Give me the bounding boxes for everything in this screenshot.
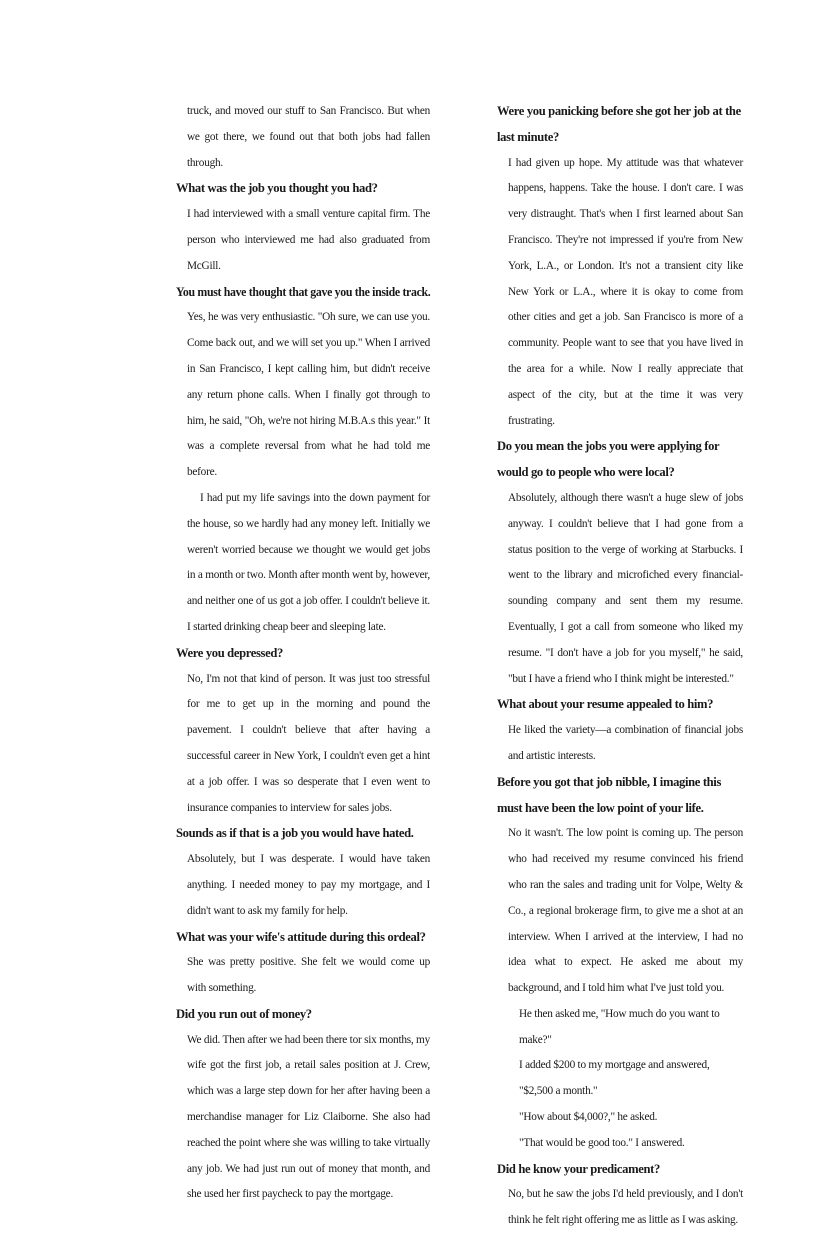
right-answer-paragraph-1: I had given up hope. My attitude was that whatever happens, happens. Take the house. I don't care. I was very distraught. That's when I first learned about San Francisco. They're not impressed if you're from New York, L.A., or London. It's not a transient city like New York or L.A., where it is okay to come from other cities and get a job. San Francisco is more of a community. People want to see that you have lived in the area for a while. Now I really appreciate that aspect of the city, but at the time it was very frustrating. bbox=[508, 156, 743, 427]
right-question-3: What about your resume appealed to him? bbox=[497, 697, 714, 712]
left-question-6: Did you run out of money? bbox=[176, 1006, 312, 1021]
right-answer-paragraph-6: I added $200 to my mortgage and answered, "$2,500 a month." bbox=[519, 1059, 710, 1098]
right-answer-paragraph-2: Absolutely, although there wasn't a huge slew of jobs anyway. I couldn't believe that I had gone from a status position to the verge of working at Starbucks. I went to the library and microfiched every financial-sounding company and sent them my resume. Eventually, I got a call from someone who liked my resume. "I don't have a job for you myself," he said, "but I have a friend who I think might be interested." bbox=[508, 491, 743, 685]
left-answer-paragraph-8: We did. Then after we had been there tor six months, my wife got the first job, a retail sales position at J. Crew, which was a large step down for her after having been a merchandise manager for Liz Claiborne. She also had reached the point where she was willing to take virtually any job. We had just run out of money that month, and she used her first paycheck to pay the mortgage. bbox=[187, 1033, 430, 1201]
right-question-5: Did he know your predicament? bbox=[497, 1161, 660, 1176]
left-answer-paragraph-1: truck, and moved our stuff to San Francisco. But when we got there, we found out that both jobs had fallen through. bbox=[187, 105, 430, 169]
right-answer-paragraph-9: No, but he saw the jobs I'd held previously, and I don't think he felt right offering me as little as I was asking. bbox=[508, 1188, 743, 1227]
left-answer-paragraph-4: I had put my life savings into the down payment for the house, so we hardly had any money left. Initially we weren't worried because we thought we would get jobs in a month or two. Month after month went by, however, and neither one of us got a job offer. I couldn't believe it. I started drinking cheap beer and sleeping late. bbox=[187, 491, 430, 633]
right-answer-paragraph-3: He liked the variety—a combination of financial jobs and artistic interests. bbox=[508, 724, 743, 762]
left-answer-paragraph-2: I had interviewed with a small venture capital firm. The person who interviewed me had also graduated from McGill. bbox=[187, 208, 430, 272]
left-question-1: What was the job you thought you had? bbox=[176, 181, 378, 196]
left-question-2: You must have thought that gave you the inside track. bbox=[176, 284, 431, 299]
left-answer-paragraph-7: She was pretty positive. She felt we would come up with something. bbox=[187, 956, 430, 995]
right-answer-paragraph-8: "That would be good too." I answered. bbox=[519, 1136, 685, 1149]
left-answer-paragraph-6: Absolutely, but I was desperate. I would have taken anything. I needed money to pay my mortgage, and I didn't want to ask my family for help. bbox=[187, 853, 430, 917]
right-question-4: Before you got that job nibble, I imagine this must have been the low point of your life. bbox=[497, 774, 722, 815]
right-answer-paragraph-7: "How about $4,000?," he asked. bbox=[519, 1111, 658, 1124]
right-question-2: Do you mean the jobs you were applying for would go to people who were local? bbox=[497, 439, 720, 480]
right-answer-paragraph-4: No it wasn't. The low point is coming up. The person who had received my resume convinced his friend who ran the sales and trading unit for Volpe, Welty & Co., a regional brokerage firm, to give me a shot at an interview. When I arrived at the interview, I had no idea what to expect. He asked me about my background, and I told him what I've just told you. bbox=[508, 827, 743, 995]
right-answer-paragraph-5: He then asked me, "How much do you want to make?" bbox=[519, 1007, 720, 1046]
left-answer-paragraph-3: Yes, he was very enthusiastic. "Oh sure, we can use you. Come back out, and we will set you up." When I arrived in San Francisco, I kept calling him, but didn't receive any return phone calls. When I finally got through to him, he said, "Oh, we're not hiring M.B.A.s this year." It was a complete reversal from what he had told me before. bbox=[187, 311, 430, 479]
left-question-3: Were you depressed? bbox=[176, 645, 283, 660]
left-question-5: What was your wife's attitude during this ordeal? bbox=[176, 929, 426, 944]
left-column bbox=[176, 99, 430, 1208]
right-column bbox=[497, 99, 743, 1234]
left-question-4: Sounds as if that is a job you would have hated. bbox=[176, 826, 414, 841]
right-question-1: Were you panicking before she got her job at the last minute? bbox=[497, 104, 741, 144]
left-answer-paragraph-5: No, I'm not that kind of person. It was just too stressful for me to get up in the morning and pound the pavement. I couldn't believe that after having a successful career in New York, I couldn't even get a hint at a job offer. I was so desperate that I even went to insurance companies to interview for sales jobs. bbox=[187, 672, 430, 814]
